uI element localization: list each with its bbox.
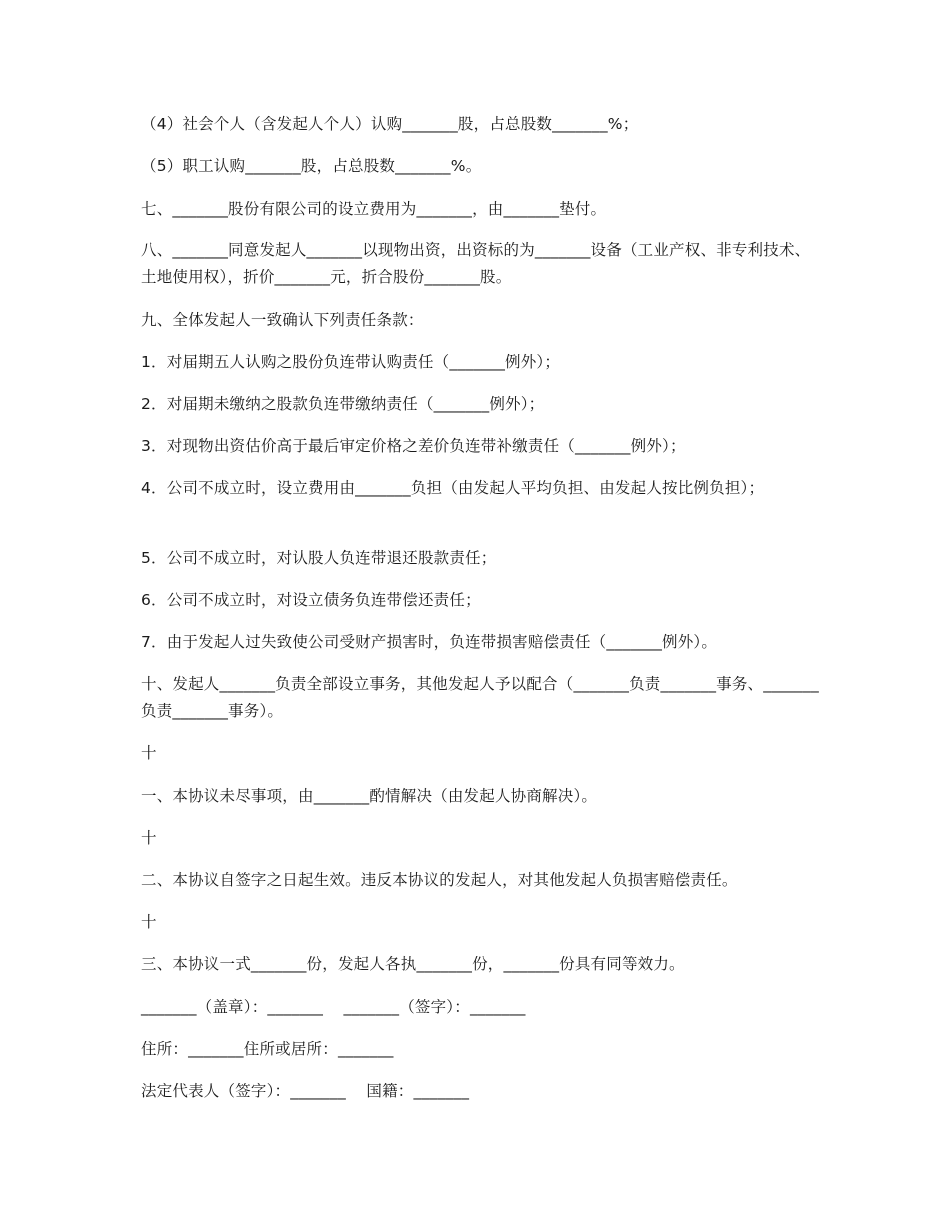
clause-12-effectiveness: 二、本协议自签字之日起生效。违反本协议的发起人，对其他发起人负损害赔偿责任。 [141,871,738,889]
clause-9-item-7: 7．由于发起人过失致使公司受财产损害时，负连带损害赔偿责任（_______例外）。 [141,633,718,651]
clause-8-in-kind-contribution: 八、_______同意发起人_______以现物出资，出资标的为_______设备（工业产权、非专利技术、土地使用权），折价_______元，折合股份_______股。 [141,241,811,286]
legal-representative-line: 法定代表人（签字）：_______ 国籍：_______ [141,1082,470,1100]
clause-12-prefix: 十 [141,829,157,847]
clause-9-item-6: 6．公司不成立时，对设立债务负连带偿还责任； [141,591,481,609]
clause-13-prefix: 十 [141,913,157,931]
clause-9-item-5: 5．公司不成立时，对认股人负连带退还股款责任； [141,549,497,567]
address-line: 住所：_______住所或居所：_______ [141,1040,394,1058]
clause-11-unresolved-matters: 一、本协议未尽事项，由_______酌情解决（由发起人协商解决）。 [141,787,598,805]
clause-9-item-1: 1．对届期五人认购之股份负连带认购责任（_______例外）； [141,353,561,371]
clause-9-item-2: 2．对届期未缴纳之股款负连带缴纳责任（_______例外）； [141,395,545,413]
clause-7-setup-expenses: 七、_______股份有限公司的设立费用为_______，由_______垫付。 [141,200,607,218]
clause-9-item-4: 4．公司不成立时，设立费用由_______负担（由发起人平均负担、由发起人按比例负担）； [141,479,765,497]
signature-line: _______（盖章）：_______ _______（签字）：_______ [141,998,526,1016]
clause-9-item-3: 3．对现物出资估价高于最后审定价格之差价负连带补缴责任（_______例外）； [141,437,686,455]
clause-9-heading: 九、全体发起人一致确认下列责任条款： [141,311,424,329]
clause-6-5-employee-subscription: （5）职工认购_______股，占总股数_______%。 [141,157,482,175]
clause-13-copies: 三、本协议一式_______份，发起人各执_______份，_______份具有同等效力。 [141,955,685,973]
clause-11-prefix: 十 [141,744,157,762]
clause-10-setup-affairs: 十、发起人_______负责全部设立事务，其他发起人予以配合（_______负责_______事务、_______负责_______事务）。 [141,675,819,720]
clause-6-4-public-subscription: （4）社会个人（含发起人个人）认购_______股，占总股数_______%； [141,115,639,133]
